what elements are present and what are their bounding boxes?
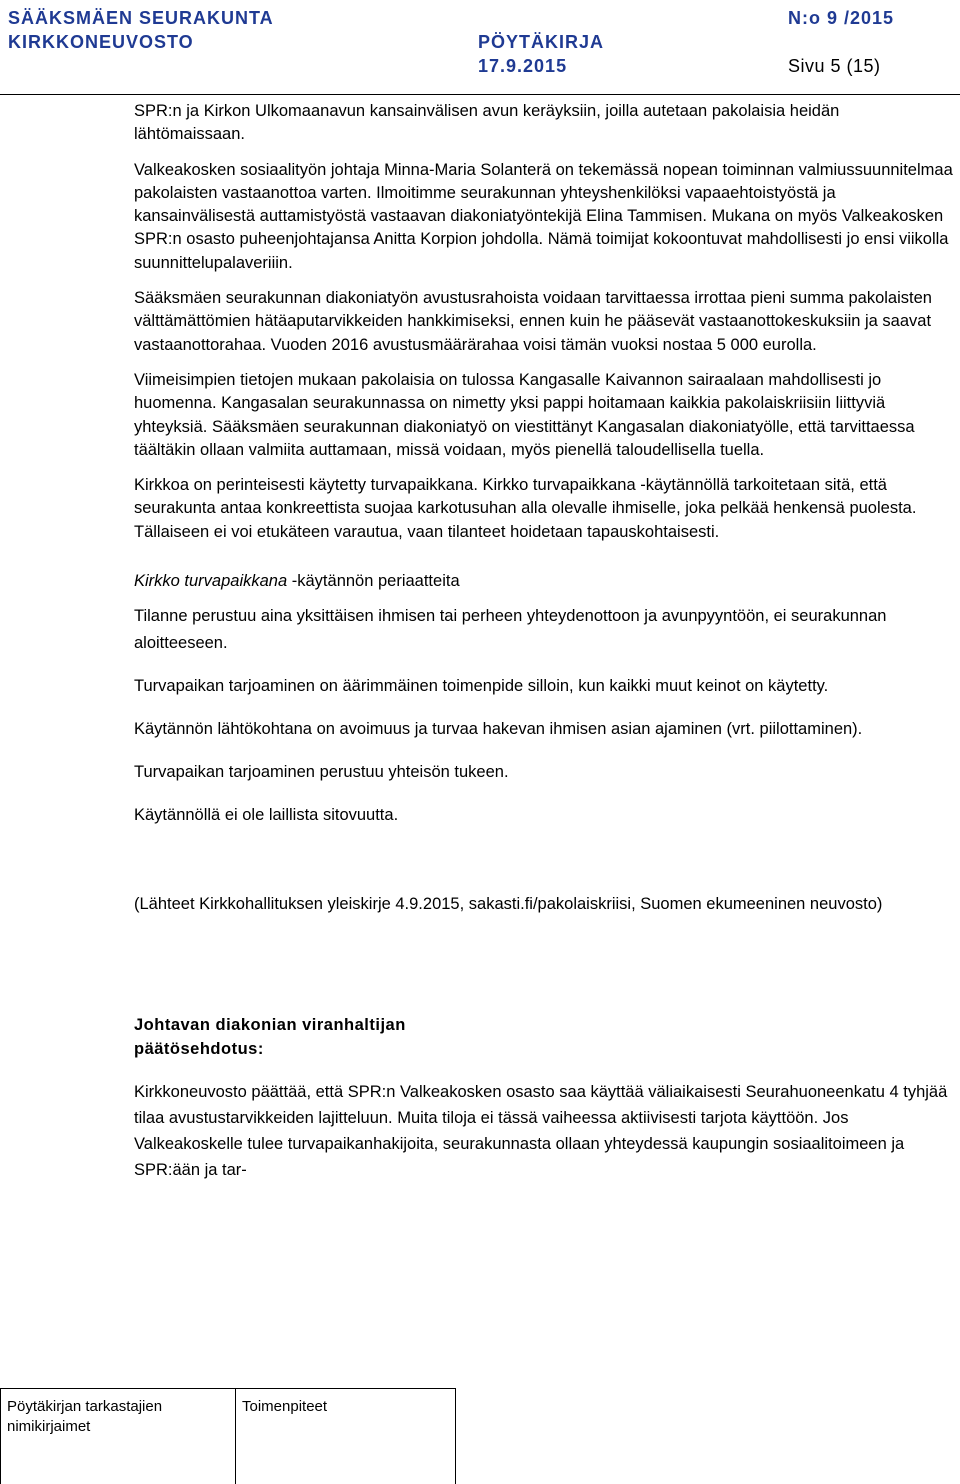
document-body: [134, 100, 954, 1195]
principle-5: Käytännöllä ei ole laillista sitovuutta.: [134, 806, 399, 825]
page-number: Sivu 5 (15): [788, 56, 881, 76]
sources: (Lähteet Kirkkohallituksen yleiskirje 4.9.2015, sakasti.fi/pakolaiskriisi, Suomen ekumeeninen neuvosto): [134, 895, 883, 914]
doc-type: PÖYTÄKIRJA: [478, 32, 605, 52]
signature-footer: [0, 1388, 960, 1484]
section-subheading: [134, 570, 954, 593]
document-header: [8, 4, 948, 76]
principle-2: Turvapaikan tarjoaminen on äärimmäinen toimenpide silloin, kun kaikki muut keinot on käytetty.: [134, 677, 829, 696]
subheading-italic: Kirkko turvapaikkana: [134, 572, 288, 591]
org-name: SÄÄKSMÄEN SEURAKUNTA: [8, 8, 274, 28]
body-name: KIRKKONEUVOSTO: [8, 32, 194, 52]
paragraph-3: Sääksmäen seurakunnan diakoniatyön avustusrahoista voidaan tarvittaessa irrottaa pieni summa pakolaisten välttämättömien hätäaputarvikkeiden hankkimiseksi, ennen kuin he pääsevät vastaanottokeskuksiin ja saavat vastaanottorahaa. Vuoden 2016 avustusmäärärahaa voisi tämän vuoksi nostaa 5 000 eurolla.: [134, 289, 932, 354]
footer-label-actions: Toimenpiteet: [242, 1398, 328, 1415]
paragraph-5: Kirkkoa on perinteisesti käytetty turvapaikkana. Kirkko turvapaikkana -käytännöllä tarkoitetaan sitä, että seurakunta antaa konkreettista suojaa karkotusuhan alla olevalle ihmiselle, joka pelkää henkensä puolesta. Tällaiseen ei voi etukäteen varautua, vaan tilanteet hoidetaan tapauskohtaisesti.: [134, 476, 917, 541]
paragraph-2: Valkeakosken sosiaalityön johtaja Minna-Maria Solanterä on tekemässä nopean toiminnan valmiussuunnitelmaa pakolaisten vastaanottoa varten. Ilmoitimme seurakunnan yhteyshenkilöksi vapaaehtoistyöstä ja kansainvälisestä auttamistyöstä vastaavan diakoniatyöntekijä Elina Tammisen. Mukana on myös Valkeakosken SPR:n osasto puheenjohtajansa Anitta Korpion johdolla. Nämä toimijat kokoontuvat mahdollisesti jo ensi viikolla suunnittelupalaveriiin.: [134, 160, 953, 272]
proposal-heading: Johtavan diakonian viranhaltijan päätösehdotus:: [134, 1016, 406, 1058]
principle-3: Käytännön lähtökohtana on avoimuus ja turvaa hakevan ihmisen asian ajaminen (vrt. piilottaminen).: [134, 720, 863, 739]
header-row-2: [8, 32, 948, 56]
header-divider: [0, 94, 960, 95]
paragraph-1: SPR:n ja Kirkon Ulkomaanavun kansainvälisen avun keräyksiin, joilla autetaan pakolaisia heidän lähtömaissaan.: [134, 102, 840, 144]
header-row-1: [8, 8, 948, 32]
principle-1: Tilanne perustuu aina yksittäisen ihmisen tai perheen yhteydenottoon ja avunpyyntöön, ei seurakunnan aloitteeseen.: [134, 607, 887, 653]
proposal-text: Kirkkoneuvosto päättää, että SPR:n Valkeakosken osasto saa käyttää väliaikaisesti Seurahuoneenkatu 4 tyhjää tilaa avustustarvikkeiden lajitteluun. Muita tiloja ei tässä vaiheessa aktiivisesti tarjota käyttöön. Jos Valkeakoskelle tulee turvapaikanhakijoita, seurakunnasta ollaan yhteydessä kaupungin sosiaalitoimeen ja SPR:ään ja tar-: [134, 1082, 948, 1179]
subheading-rest: -käytännön periaatteita: [287, 572, 460, 591]
principle-4: Turvapaikan tarjoaminen perustuu yhteisön tukeen.: [134, 763, 509, 782]
doc-date: 17.9.2015: [478, 56, 568, 76]
footer-label-initials: Pöytäkirjan tarkastajien nimikirjaimet: [7, 1398, 163, 1435]
footer-box-actions: [236, 1388, 456, 1484]
paragraph-4: Viimeisimpien tietojen mukaan pakolaisia on tulossa Kangasalle Kaivannon sairaalaan mahdollisesti jo huomenna. Kangasalan seurakunnassa on nimetty yksi pappi hoitamaan kaikkia pakolaiskriisiin liittyviä yhteyksiä. Sääksmäen seurakunnan diakoniatyö on viestittänyt Kangasalan diakoniatyölle, että tarvittaessa täältäkin ollaan valmiita auttamaan, missä voidaan, myös pienellä taloudellisella tuella.: [134, 370, 915, 459]
footer-box-initials: [0, 1388, 236, 1484]
doc-number: N:o 9 /2015: [788, 8, 895, 28]
header-row-3: [8, 56, 948, 80]
